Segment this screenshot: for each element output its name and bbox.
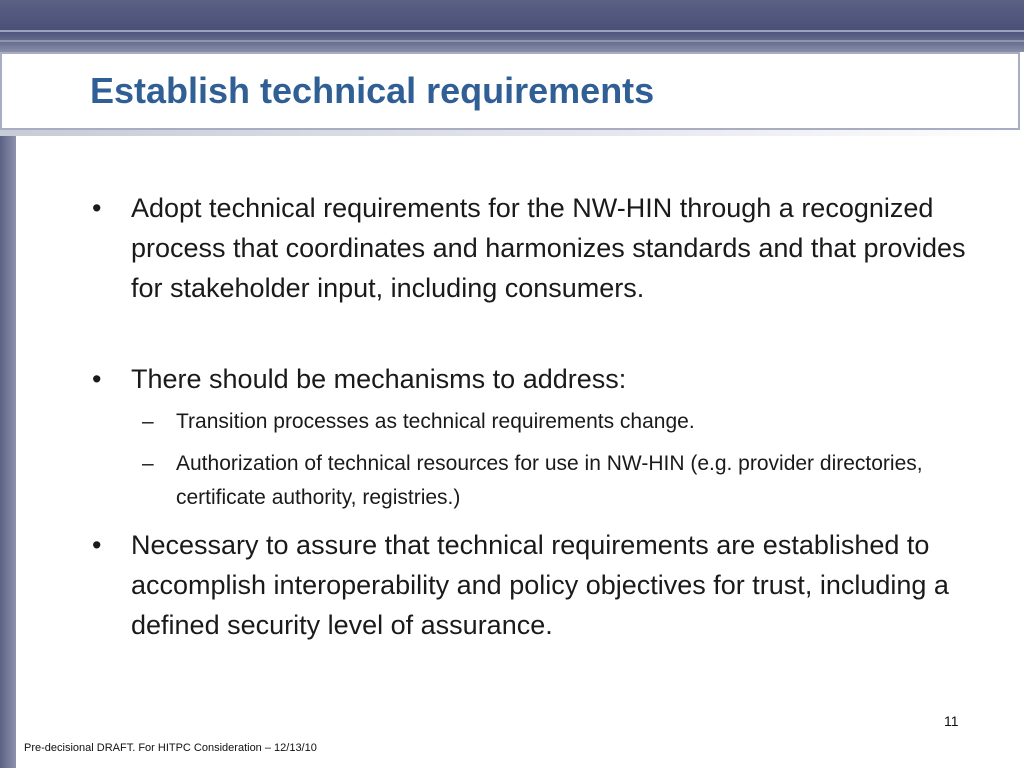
sub-bullet-text: Authorization of technical resources for use in NW-HIN (e.g. provider directories, certificate authority, registries.) (176, 452, 923, 509)
bullet-marker: • (92, 193, 102, 223)
slide-title: Establish technical requirements (90, 70, 655, 111)
sub-bullet-text: Transition processes as technical requirements change. (176, 410, 695, 433)
title-underline (0, 130, 1024, 136)
band-stripe (0, 40, 1024, 42)
bullet-marker: • (92, 530, 102, 560)
left-sidebar-band (0, 136, 16, 768)
sub-bullet-marker: – (142, 452, 154, 475)
bullet-text: Adopt technical requirements for the NW-HIN through a recognized process that coordinates and harmonizes standards and that provides for stakeholder input, including consumers. (131, 193, 966, 303)
bullet-text: There should be mechanisms to address: (131, 364, 627, 394)
bullet-text: Necessary to assure that technical requirements are established to accomplish interoperability and policy objectives for trust, including a defined security level of assurance. (131, 530, 949, 640)
bullet-marker: • (92, 364, 102, 394)
band-stripe (0, 30, 1024, 32)
top-decorative-band (0, 0, 1024, 52)
footer-text: Pre-decisional DRAFT. For HITPC Consideration – 12/13/10 (24, 742, 317, 754)
sub-bullet-marker: – (142, 410, 154, 433)
page-number: 11 (944, 713, 959, 729)
